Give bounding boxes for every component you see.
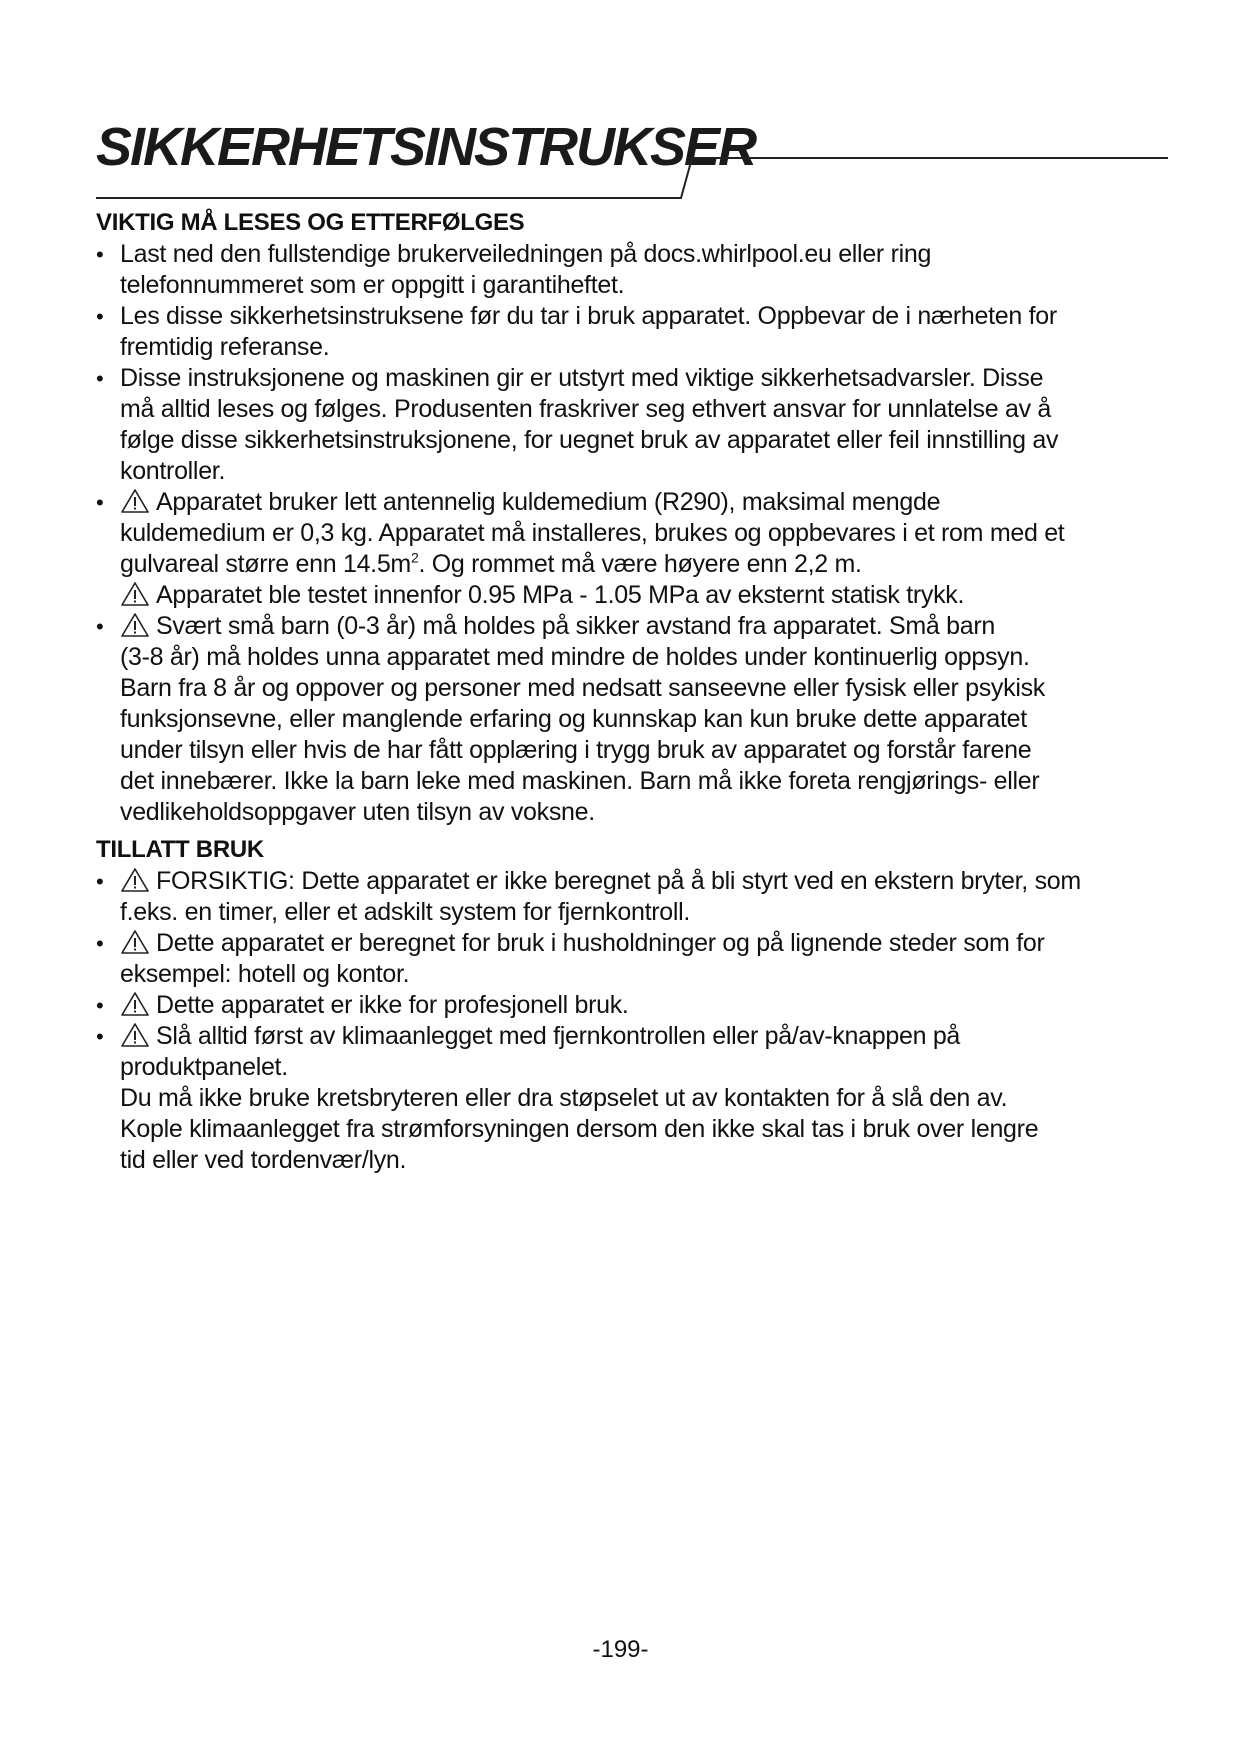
text-line: kontroller. [120, 457, 226, 485]
text-line: Kople klimaanlegget fra strømforsyningen dersom den ikke skal tas i bruk over lengre [120, 1115, 1039, 1143]
flammable-warning-icon [120, 581, 150, 607]
bullet: • [96, 869, 104, 894]
text-line: under tilsyn eller hvis de har fått opplæring i trygg bruk av apparatet og forstår farene [120, 736, 1032, 764]
text-line: fremtidig referanse. [120, 333, 330, 361]
text-line: (3-8 år) må holdes unna apparatet med mindre de holdes under kontinuerlig oppsyn. [120, 643, 1030, 671]
text-span: Dette apparatet er ikke for profesjonell bruk. [156, 991, 629, 1019]
text-line [120, 611, 1176, 642]
text-line: telefonnummeret som er oppgitt i garantiheftet. [120, 271, 625, 299]
section-heading-permitted-use: TILLATT BRUK [96, 836, 264, 863]
text-line: Disse instruksjonene og maskinen gir er utstyrt med viktige sikkerhetsadvarsler. Disse [120, 364, 1044, 392]
list-item [96, 611, 1176, 828]
list-item [96, 487, 1176, 611]
list-item [96, 990, 1176, 1021]
text-line: produktpanelet. [120, 1053, 288, 1081]
superscript: 2 [410, 549, 419, 566]
text-line: eksempel: hotell og kontor. [120, 960, 410, 988]
text-line: det innebærer. Ikke la barn leke med maskinen. Barn må ikke foreta rengjørings- eller [120, 767, 1040, 795]
text-line [120, 1021, 1176, 1052]
warning-icon [120, 612, 150, 638]
bullet: • [96, 614, 104, 639]
text-line: må alltid leses og følges. Produsenten fraskriver seg ethvert ansvar for unnlatelse av å [120, 395, 1052, 423]
document-body [96, 207, 1176, 1176]
bullet: • [96, 993, 104, 1018]
text-span: Svært små barn (0-3 år) må holdes på sikker avstand fra apparatet. Små barn [156, 612, 995, 640]
flammable-warning-icon [120, 488, 150, 514]
text-span: FORSIKTIG: Dette apparatet er ikke beregnet på å bli styrt ved en ekstern bryter, som [156, 867, 1081, 895]
text-line: følge disse sikkerhetsinstruksjonene, for uegnet bruk av apparatet eller feil innstilling av [120, 426, 1059, 454]
text-span: Apparatet ble testet innenfor 0.95 MPa - 1.05 MPa av eksternt statisk trykk. [156, 581, 965, 609]
text-line [120, 928, 1176, 959]
bullet: • [96, 304, 104, 329]
list-item [96, 301, 1176, 363]
list-item [96, 1021, 1176, 1176]
page-number: -199- [592, 1636, 649, 1663]
text-span: Dette apparatet er beregnet for bruk i husholdninger og på lignende steder som for [156, 929, 1045, 957]
text-line: kuldemedium er 0,3 kg. Apparatet må installeres, brukes og oppbevares i et rom med et [120, 519, 1065, 547]
text-line: Du må ikke bruke kretsbryteren eller dra støpselet ut av kontakten for å slå den av. [120, 1084, 1008, 1112]
text-line: tid eller ved tordenvær/lyn. [120, 1146, 407, 1174]
text-line: funksjonsevne, eller manglende erfaring og kunnskap kan kun bruke dette apparatet [120, 705, 1027, 733]
text-line [120, 866, 1176, 897]
list-item [96, 239, 1176, 301]
bullet: • [96, 1024, 104, 1049]
text-line: Last ned den fullstendige brukerveiledningen på docs.whirlpool.eu eller ring [120, 240, 932, 268]
important-list [96, 239, 1176, 828]
warning-icon [120, 991, 150, 1017]
text-line [120, 487, 1176, 518]
text-span: . Og rommet må være høyere enn 2,2 m. [418, 550, 862, 578]
text-span: gulvareal større enn 14.5m [120, 550, 411, 578]
list-item [96, 928, 1176, 990]
text-line [120, 990, 1176, 1021]
text-line: Barn fra 8 år og oppover og personer med nedsatt sanseevne eller fysisk eller psykisk [120, 674, 1045, 702]
warning-icon [120, 867, 150, 893]
permitted-use-list [96, 866, 1176, 1176]
text-line: Les disse sikkerhetsinstruksene før du tar i bruk apparatet. Oppbevar de i nærheten for [120, 302, 1057, 330]
page-title: SIKKERHETSINSTRUKSER [96, 117, 756, 177]
warning-icon [120, 1022, 150, 1048]
text-line [120, 580, 1176, 611]
text-line: f.eks. en timer, eller et adskilt system for fjernkontroll. [120, 898, 691, 926]
bullet: • [96, 366, 104, 391]
bullet: • [96, 242, 104, 267]
list-item [96, 866, 1176, 928]
section-heading-important: VIKTIG MÅ LESES OG ETTERFØLGES [96, 209, 525, 236]
bullet: • [96, 490, 104, 515]
text-line [120, 549, 1176, 580]
warning-icon [120, 929, 150, 955]
list-item [96, 363, 1176, 487]
text-line: vedlikeholdsoppgaver uten tilsyn av voksne. [120, 798, 595, 826]
text-span: Apparatet bruker lett antennelig kuldemedium (R290), maksimal mengde [156, 488, 941, 516]
bullet: • [96, 931, 104, 956]
text-span: Slå alltid først av klimaanlegget med fjernkontrollen eller på/av-knappen på [156, 1022, 961, 1050]
